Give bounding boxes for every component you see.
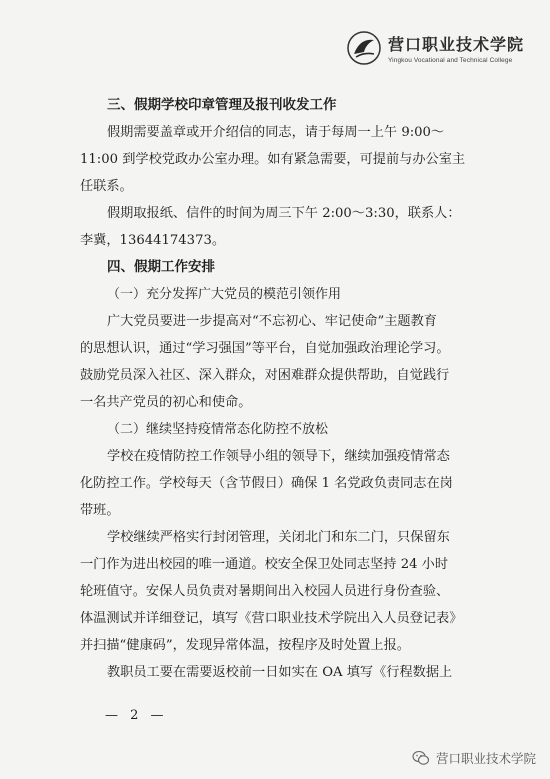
paragraph-line: 一名共产党员的初心和使命。 <box>80 395 252 410</box>
paragraph-line: 化防控工作。学校每天（含节假日）确保 1 名党政负责同志在岗 <box>80 476 453 491</box>
paragraph-line: 一门作为进出校园的唯一通道。校安全保卫处同志坚持 24 小时 <box>80 557 449 572</box>
paragraph-line: 鼓励党员深入社区、深入群众，对困难群众提供帮助，自觉践行 <box>80 368 450 383</box>
wechat-watermark <box>412 749 536 767</box>
paragraph-line: 体温测试并详细登记，填写《营口职业技术学院出入人员登记表》 <box>80 611 463 626</box>
watermark-text: 营口职业技术学院 <box>435 751 536 766</box>
paragraph-line: 并扫描“健康码”，发现异常体温，按程序及时处置上报。 <box>80 638 410 653</box>
paragraph-line: 任联系。 <box>80 179 133 194</box>
section-heading: 四、假期工作安排 <box>107 259 215 275</box>
paragraph-line: 假期取报纸、信件的时间为周三下午 2:00～3:30，联系人： <box>107 206 461 221</box>
paragraph-line: 学校继续严格实行封闭管理，关闭北门和东二门，只保留东 <box>107 530 450 545</box>
paragraph-line: 的思想认识，通过“学习强国”等平台，自觉加强政治理论学习。 <box>80 341 450 356</box>
section-heading: 三、假期学校印章管理及报刊收发工作 <box>107 97 337 113</box>
wechat-icon <box>412 749 430 767</box>
document-body <box>80 92 492 686</box>
paragraph-line: 11:00 到学校党政办公室办理。如有紧急需要，可提前与办公室主 <box>80 152 466 167</box>
paragraph-line: 李冀，13644174373。 <box>80 233 226 248</box>
subsection-heading: （一）充分发挥广大党员的模范引领作用 <box>107 287 342 302</box>
subsection-heading: （二）继续坚持疫情常态化防控不放松 <box>107 422 329 437</box>
paragraph-line: 广大党员要进一步提高对“不忘初心、牢记使命”主题教育 <box>107 314 437 329</box>
paragraph-line: 轮班值守。安保人员负责对暑期间出入校园人员进行身份查验、 <box>80 584 450 599</box>
school-name-cn: 营口职业技术学院 <box>387 35 524 54</box>
paragraph-line: 学校在疫情防控工作领导小组的领导下，继续加强疫情常态 <box>107 449 450 464</box>
school-name-en: Yingkou Vocational and Technical College <box>387 57 513 64</box>
school-emblem-icon <box>346 30 382 66</box>
paragraph-line: 假期需要盖章或开介绍信的同志，请于每周一上午 9:00～ <box>107 125 445 140</box>
paragraph-line: 带班。 <box>80 503 120 518</box>
paragraph-line: 教职员工要在需要返校前一日如实在 OA 填写《行程数据上 <box>107 665 453 680</box>
page-number: — 2 — <box>105 708 168 723</box>
school-logo <box>346 26 524 70</box>
